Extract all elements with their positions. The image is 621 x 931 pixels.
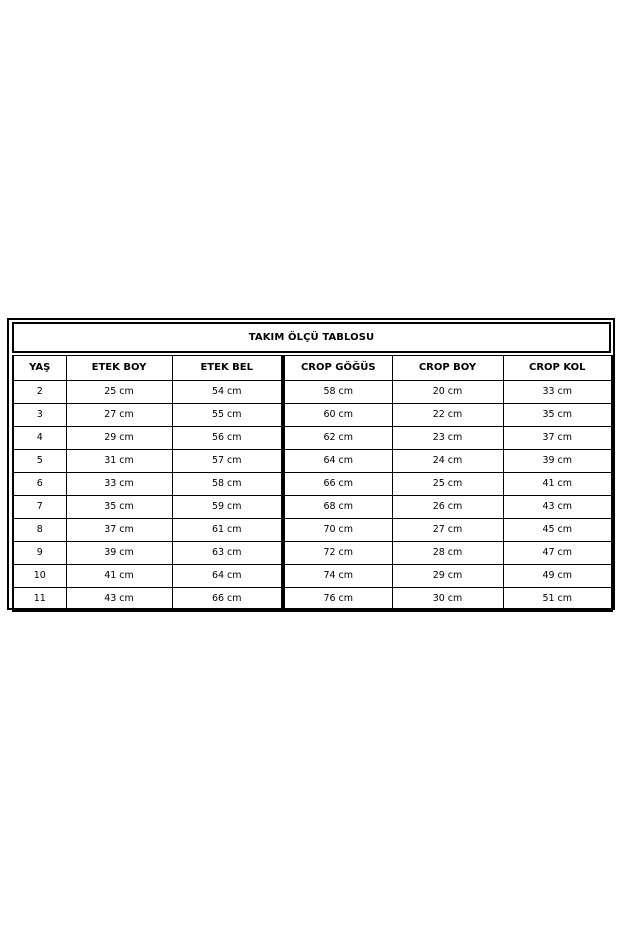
header-crop-sleeve: CROP KOL	[503, 356, 612, 381]
header-crop-chest: CROP GÖĞÜS	[283, 356, 392, 381]
table-row	[13, 381, 612, 404]
age-cell: 5	[13, 450, 66, 473]
crop-length-cell: 26 cm	[392, 496, 503, 519]
crop-chest-cell: 62 cm	[283, 427, 392, 450]
skirt-waist-cell: 58 cm	[172, 473, 283, 496]
skirt-length-cell: 37 cm	[66, 519, 172, 542]
crop-chest-cell: 70 cm	[283, 519, 392, 542]
crop-sleeve-cell: 45 cm	[503, 519, 612, 542]
crop-chest-cell: 72 cm	[283, 542, 392, 565]
skirt-waist-cell: 61 cm	[172, 519, 283, 542]
crop-length-cell: 22 cm	[392, 404, 503, 427]
age-cell: 10	[13, 565, 66, 588]
skirt-length-cell: 41 cm	[66, 565, 172, 588]
age-cell: 9	[13, 542, 66, 565]
crop-length-cell: 25 cm	[392, 473, 503, 496]
table-row	[13, 588, 612, 612]
crop-sleeve-cell: 43 cm	[503, 496, 612, 519]
skirt-waist-cell: 66 cm	[172, 588, 283, 612]
crop-sleeve-cell: 41 cm	[503, 473, 612, 496]
skirt-length-cell: 35 cm	[66, 496, 172, 519]
table-row	[13, 542, 612, 565]
skirt-length-cell: 31 cm	[66, 450, 172, 473]
crop-sleeve-cell: 49 cm	[503, 565, 612, 588]
header-age: YAŞ	[13, 356, 66, 381]
skirt-length-cell: 33 cm	[66, 473, 172, 496]
skirt-length-cell: 43 cm	[66, 588, 172, 612]
crop-chest-cell: 58 cm	[283, 381, 392, 404]
crop-sleeve-cell: 39 cm	[503, 450, 612, 473]
skirt-length-cell: 25 cm	[66, 381, 172, 404]
crop-sleeve-cell: 37 cm	[503, 427, 612, 450]
crop-sleeve-cell: 33 cm	[503, 381, 612, 404]
crop-sleeve-cell: 47 cm	[503, 542, 612, 565]
crop-length-cell: 30 cm	[392, 588, 503, 612]
age-cell: 7	[13, 496, 66, 519]
age-cell: 8	[13, 519, 66, 542]
crop-chest-cell: 66 cm	[283, 473, 392, 496]
table-row	[13, 450, 612, 473]
crop-chest-cell: 68 cm	[283, 496, 392, 519]
age-cell: 6	[13, 473, 66, 496]
skirt-length-cell: 27 cm	[66, 404, 172, 427]
skirt-waist-cell: 63 cm	[172, 542, 283, 565]
size-table	[12, 355, 613, 612]
skirt-waist-cell: 57 cm	[172, 450, 283, 473]
age-cell: 2	[13, 381, 66, 404]
table-row	[13, 427, 612, 450]
crop-length-cell: 28 cm	[392, 542, 503, 565]
skirt-waist-cell: 56 cm	[172, 427, 283, 450]
header-row	[13, 356, 612, 381]
skirt-waist-cell: 64 cm	[172, 565, 283, 588]
header-crop-length: CROP BOY	[392, 356, 503, 381]
chart-title: TAKIM ÖLÇÜ TABLOSU	[12, 322, 611, 353]
skirt-length-cell: 39 cm	[66, 542, 172, 565]
skirt-length-cell: 29 cm	[66, 427, 172, 450]
crop-chest-cell: 76 cm	[283, 588, 392, 612]
table-row	[13, 404, 612, 427]
skirt-waist-cell: 54 cm	[172, 381, 283, 404]
table-row	[13, 519, 612, 542]
crop-length-cell: 20 cm	[392, 381, 503, 404]
age-cell: 3	[13, 404, 66, 427]
crop-chest-cell: 64 cm	[283, 450, 392, 473]
table-row	[13, 565, 612, 588]
crop-chest-cell: 74 cm	[283, 565, 392, 588]
crop-length-cell: 24 cm	[392, 450, 503, 473]
crop-chest-cell: 60 cm	[283, 404, 392, 427]
size-chart	[7, 318, 615, 610]
header-skirt-length: ETEK BOY	[66, 356, 172, 381]
age-cell: 11	[13, 588, 66, 612]
age-cell: 4	[13, 427, 66, 450]
crop-sleeve-cell: 51 cm	[503, 588, 612, 612]
crop-sleeve-cell: 35 cm	[503, 404, 612, 427]
skirt-waist-cell: 59 cm	[172, 496, 283, 519]
crop-length-cell: 23 cm	[392, 427, 503, 450]
table-row	[13, 473, 612, 496]
table-row	[13, 496, 612, 519]
crop-length-cell: 27 cm	[392, 519, 503, 542]
crop-length-cell: 29 cm	[392, 565, 503, 588]
skirt-waist-cell: 55 cm	[172, 404, 283, 427]
header-skirt-waist: ETEK BEL	[172, 356, 283, 381]
